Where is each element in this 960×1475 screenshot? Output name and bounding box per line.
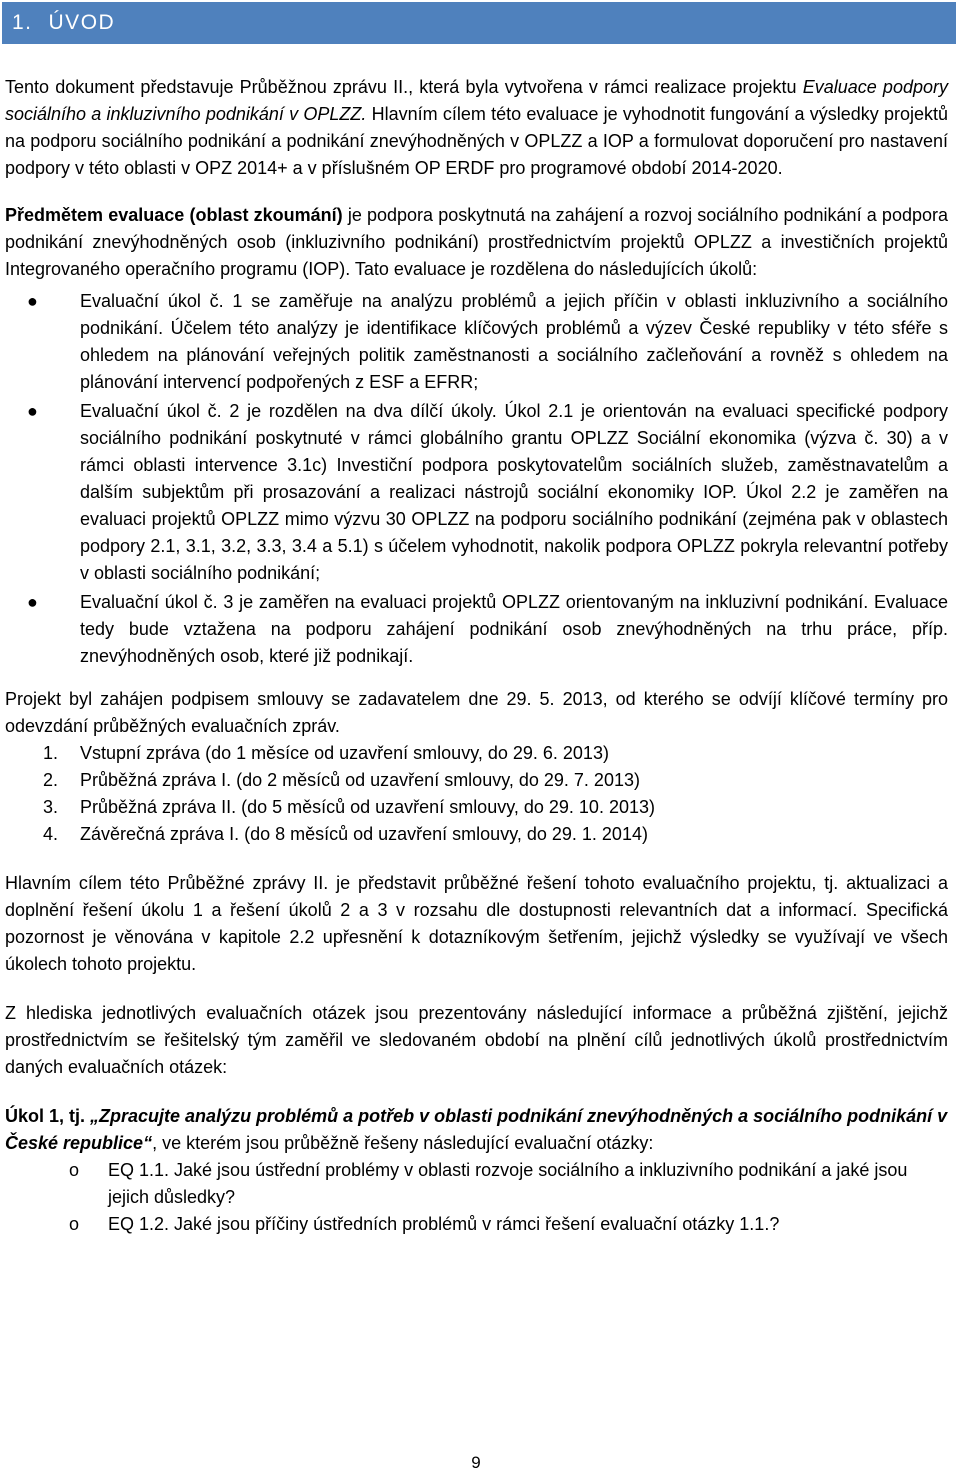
question-list	[5, 1157, 948, 1238]
body-text	[5, 74, 948, 1238]
bullet-icon: ●	[27, 291, 38, 311]
project-paragraph: Projekt byl zahájen podpisem smlouvy se zadavatelem dne 29. 5. 2013, od kterého se odvíjí klíčové termíny pro odevzdání průběžných evaluačních zpráv.	[5, 689, 948, 736]
project-name: Evaluace podpory sociálního a inkluzivního podnikání v OPLZZ.	[5, 77, 948, 124]
goal-paragraph: Hlavním cílem této Průběžné zprávy II. je představit průběžné řešení tohoto evaluačního projektu, tj. aktualizaci a doplnění řešení úkolu 1 a řešení úkolů 2 a 3 v rozsahu dle dostupnosti relevantních dat a informací. Specifická pozornost je věnována v kapitole 2.2 upřesnění k dotazníkovým šetřením, jejichž výsledky se využívají ve všech úkolech tohoto projektu.	[5, 873, 948, 974]
list-item: o EQ 1.2. Jaké jsou příčiny ústředních problémů v rámci řešení evaluační otázky 1.1.?	[5, 1211, 948, 1238]
bullet-icon: ●	[27, 401, 38, 421]
subject-text: je podpora poskytnutá na zahájení a rozvoj sociálního podnikání a podpora podnikání znevýhodněných osob (inkluzivního podnikání) prostřednictvím projektů OPLZZ a investičních projektů Integrovaného operačního programu (IOP). Tato evaluace je rozdělena do následujících úkolů:	[5, 205, 948, 279]
report-list	[5, 740, 948, 848]
questions-intro-paragraph: Z hlediska jednotlivých evaluačních otázek jsou prezentovány následující informace a průběžná zjištění, jejichž prostřednictvím se řešitelský tým zaměřil ve sledovaném období na plnění cílů jednotlivých úkolů prostřednictvím daných evaluačních otázek:	[5, 1003, 948, 1077]
task1-title: „Zpracujte analýzu problémů a potřeb v oblasti podnikání znevýhodněných a sociálního podnikání v České republice“	[5, 1106, 948, 1153]
list-item: ● Evaluační úkol č. 2 je rozdělen na dva dílčí úkoly. Úkol 2.1 je orientován na evaluaci specifické podpory sociálního podnikání poskytnuté v rámci globálního grantu OPLZZ Sociální ekonomika (výzva č. 30) a v rámci oblasti intervence 3.1c) Investiční podpora poskytovatelům sociálních služeb, zaměstnavatelům a dalším subjektům při prosazování a realizaci nástrojů sociální ekonomiky IOP. Úkol 2.2 je zaměřen na evaluaci projektů OPLZZ mimo výzvu 30 OPLZZ na podporu sociálního podnikání (zejména pak v oblastech podpory 2.1, 3.1, 3.2, 3.3, 3.4 a 5.1) s účelem vyhodnotit, nakolik podpora OPLZZ pokryla relevantní potřeby v oblasti sociálního podnikání;	[5, 398, 948, 587]
list-item: 1. Vstupní zpráva (do 1 měsíce od uzavření smlouvy, do 29. 6. 2013)	[43, 743, 609, 763]
subject-bold: Předmětem evaluace (oblast zkoumání)	[5, 205, 343, 225]
section-title: ÚVOD	[48, 11, 116, 34]
bullet-icon: ●	[27, 592, 38, 612]
list-item: ● Evaluační úkol č. 1 se zaměřuje na analýzu problémů a jejich příčin v oblasti inkluzivního a sociálního podnikání. Účelem této analýzy je identifikace klíčových problémů a výzev České republiky v této sféře s ohledem na plánování veřejných politik zaměstnanosti a sociálního začleňování a rovněž s ohledem na plánování intervencí podpořených z ESF a EFRR;	[5, 288, 948, 396]
section-number: 1.	[12, 11, 33, 34]
page-number: 9	[471, 1453, 481, 1472]
intro-paragraph	[5, 74, 948, 182]
task1-label: Úkol 1, tj.	[5, 1106, 91, 1126]
task1-rest: , ve kterém jsou průběžně řešeny následující evaluační otázky:	[152, 1133, 654, 1153]
list-item: 4. Závěrečná zpráva I. (do 8 měsíců od uzavření smlouvy, do 29. 1. 2014)	[43, 824, 648, 844]
task1-paragraph	[5, 1103, 948, 1157]
circle-bullet-icon: o	[69, 1160, 80, 1180]
intro-rest: Hlavním cílem této evaluace je vyhodnotit fungování a výsledky projektů na podporu sociálního podnikání a podnikání znevýhodněných v OPLZZ a IOP a formulovat doporučení pro nastavení podpory v této oblasti v OPZ 2014+ a v příslušném OP ERDF pro programové období 2014-2020.	[5, 104, 948, 178]
list-item: 2. Průběžná zpráva I. (do 2 měsíců od uzavření smlouvy, do 29. 7. 2013)	[43, 770, 640, 790]
task-list	[5, 288, 948, 670]
section-heading	[2, 2, 956, 44]
list-item: ● Evaluační úkol č. 3 je zaměřen na evaluaci projektů OPLZZ orientovaným na inkluzivní podnikání. Evaluace tedy bude vztažena na podporu zahájení podnikání osob znevýhodněných na trhu práce, příp. znevýhodněných osob, které již podnikají.	[5, 589, 948, 670]
intro-text: Tento dokument představuje Průběžnou zprávu II., která byla vytvořena v rámci realizace projektu	[5, 77, 797, 97]
list-item: 3. Průběžná zpráva II. (do 5 měsíců od uzavření smlouvy, do 29. 10. 2013)	[43, 797, 655, 817]
subject-paragraph	[5, 202, 948, 283]
circle-bullet-icon: o	[69, 1214, 80, 1234]
list-item: o EQ 1.1. Jaké jsou ústřední problémy v oblasti rozvoje sociálního a inkluzivního podnikání a jaké jsou jejich důsledky?	[5, 1157, 948, 1211]
